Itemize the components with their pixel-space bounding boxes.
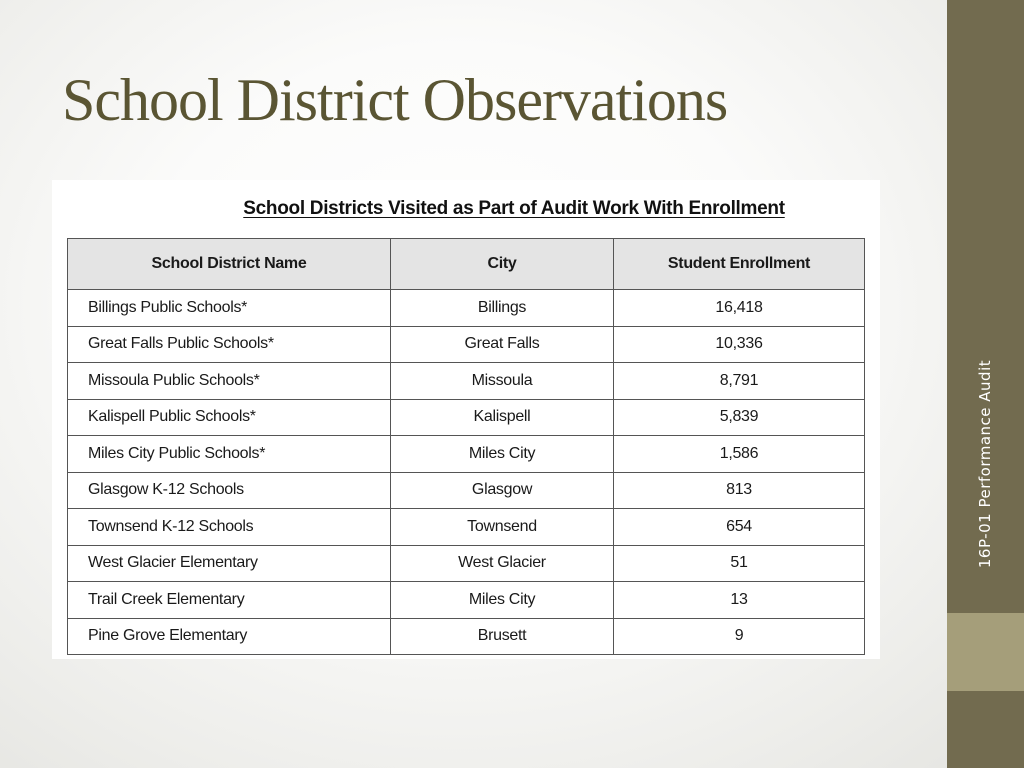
header-city: City (391, 239, 614, 290)
table-header-row (68, 239, 865, 290)
enrollment-cell: 654 (614, 509, 865, 546)
city-cell: Townsend (391, 509, 614, 546)
enrollment-table-figure (52, 180, 880, 659)
district-name-cell: Great Falls Public Schools* (68, 326, 391, 363)
table-caption: School Districts Visited as Part of Audit Work With Enrollment (243, 198, 785, 219)
table-row (68, 436, 865, 473)
sidebar-label: 16P-01 Performance Audit (976, 359, 994, 569)
header-district-name: School District Name (68, 239, 391, 290)
table-row (68, 545, 865, 582)
enrollment-cell: 51 (614, 545, 865, 582)
enrollment-cell: 16,418 (614, 290, 865, 327)
city-cell: Miles City (391, 436, 614, 473)
table-row (68, 399, 865, 436)
table-row (68, 509, 865, 546)
district-name-cell: Kalispell Public Schools* (68, 399, 391, 436)
district-name-cell: West Glacier Elementary (68, 545, 391, 582)
city-cell: Glasgow (391, 472, 614, 509)
sidebar-accent-block (947, 613, 1024, 691)
city-cell: Miles City (391, 582, 614, 619)
table-row (68, 326, 865, 363)
district-name-cell: Glasgow K-12 Schools (68, 472, 391, 509)
enrollment-table (67, 238, 865, 655)
city-cell: Great Falls (391, 326, 614, 363)
slide-title: School District Observations (62, 67, 728, 133)
city-cell: Brusett (391, 618, 614, 655)
table-row (68, 582, 865, 619)
enrollment-cell: 5,839 (614, 399, 865, 436)
district-name-cell: Pine Grove Elementary (68, 618, 391, 655)
header-student-enrollment: Student Enrollment (614, 239, 865, 290)
table-row (68, 472, 865, 509)
district-name-cell: Townsend K-12 Schools (68, 509, 391, 546)
city-cell: Billings (391, 290, 614, 327)
city-cell: West Glacier (391, 545, 614, 582)
enrollment-cell: 10,336 (614, 326, 865, 363)
district-name-cell: Miles City Public Schools* (68, 436, 391, 473)
enrollment-cell: 8,791 (614, 363, 865, 400)
enrollment-cell: 13 (614, 582, 865, 619)
district-name-cell: Trail Creek Elementary (68, 582, 391, 619)
district-name-cell: Missoula Public Schools* (68, 363, 391, 400)
enrollment-cell: 1,586 (614, 436, 865, 473)
table-row (68, 290, 865, 327)
city-cell: Kalispell (391, 399, 614, 436)
enrollment-cell: 813 (614, 472, 865, 509)
table-row (68, 618, 865, 655)
city-cell: Missoula (391, 363, 614, 400)
district-name-cell: Billings Public Schools* (68, 290, 391, 327)
table-row (68, 363, 865, 400)
enrollment-cell: 9 (614, 618, 865, 655)
